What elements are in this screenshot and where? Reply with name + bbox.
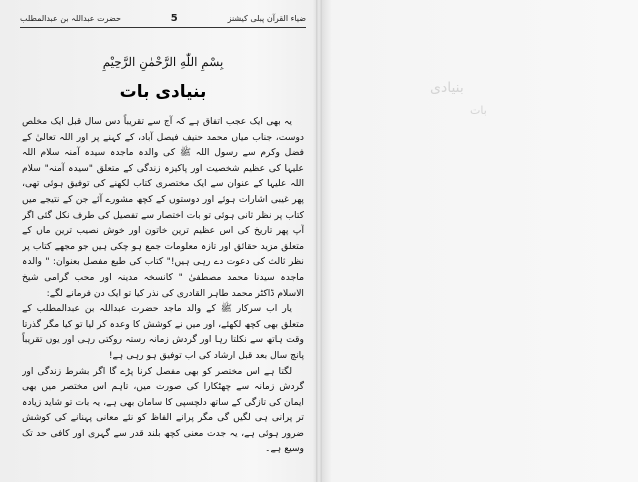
header-book-title: حضرت عبداللہ بن عبدالمطلب bbox=[20, 13, 121, 23]
right-page bbox=[320, 0, 638, 482]
page-title: بنیادی بات bbox=[119, 82, 207, 102]
bismillah-heading: بِسْمِ اللّٰهِ الرَّحْمٰنِ الرَّحِيْمِ bbox=[102, 55, 224, 69]
paragraph: یہ بھی ایک عجب اتفاق ہے کہ آج سے تقریباً دس سال قبل ایک مخلص دوست، جناب میاں محمد حنیف فیصل آباد، کے کہنے پر اور اللہ تعالیٰ کے فضل وکرم سے رسول اللہ ﷺ کی والدہ ماجدہ سیدہ آمنہ سلام اللہ علیہا کی عظیم شخصیت اور پاکیزہ زندگی کے متعلق "سیدہ آمنہ" سلام اللہ علیہا کے عنوان سے ایک مختصری کتاب لکھنے کی توفیق ہوئی تھی، پھر غیبی اشارات ہوئے اور دوستوں کے کچھ مشورے آئے جن کے نتیجے میں کتاب پر نظر ثانی ہوئی تو بات اختصار سے تفصیل کی طرف نکل گئی اگر آپ پھر تاریخ کی اس عظیم ترین خاتون اور خوش نصیب ترین ماں کے متعلق مزید حقائق اور تازہ معلومات جمع ہو چکی ہیں جو مجھے کتاب پر نظر ثالث کی دعوت دے رہی ہیں!" کتاب کی طبع مفصل بعنوان: " والدہ ماجدہ سیدنا محمد مصطفیٰ " کانسخہ مدینہ اور محب گرامی شیخ الاسلام ڈاکٹر محمد طاہر القادری کی نذر کیا تو ایک دن فرمانے لگے: bbox=[22, 116, 304, 299]
body-text bbox=[22, 114, 304, 457]
header-rule bbox=[20, 27, 306, 28]
running-header bbox=[20, 10, 306, 26]
show-through-line: بات bbox=[470, 104, 487, 117]
paragraph: یار اب سرکار ﷺ کے والد ماجد حضرت عبداللہ بن عبدالمطلب کے متعلق بھی کچھ لکھئے، اور میں نے کوشش کا وعدہ کر لیا تو کیا مگر گذرتا وقت ہاتھ سے نکلتا رہا اور گردش زمانہ رستہ روکتی رہی اور یوں تقریباً پانچ سال بعد قبل ارشاد کی اب توفیق ہو رہی ہے! bbox=[22, 303, 304, 361]
header-publisher: ضیاء القرآن پبلی کیشنز bbox=[227, 13, 306, 23]
paragraph: لگتا ہے اس مختصر کو بھی مفصل کرنا پڑے گا اگر بشرط زندگی اور گردش زمانہ سے چھٹکارا کی صورت میں، تاہم اس مختصر میں بھی ایمان کی تازگی کے ساتھ دلچسپی کا سامان بھی ہے، یہ بات تو شاید زیادہ تر پرانی ہی لگیں گی مگر پرانے الفاظ کو نئے معانی پہنانے کی کوشش ضرور ہوئی ہے، یہ جدت معنی کچھ بلند قدر سے گہری اور کافی حد تک وسیع ہے۔ bbox=[22, 365, 304, 455]
left-page bbox=[0, 0, 318, 482]
show-through-heading: بنیادی bbox=[430, 80, 464, 96]
page-number: 5 bbox=[170, 12, 178, 24]
